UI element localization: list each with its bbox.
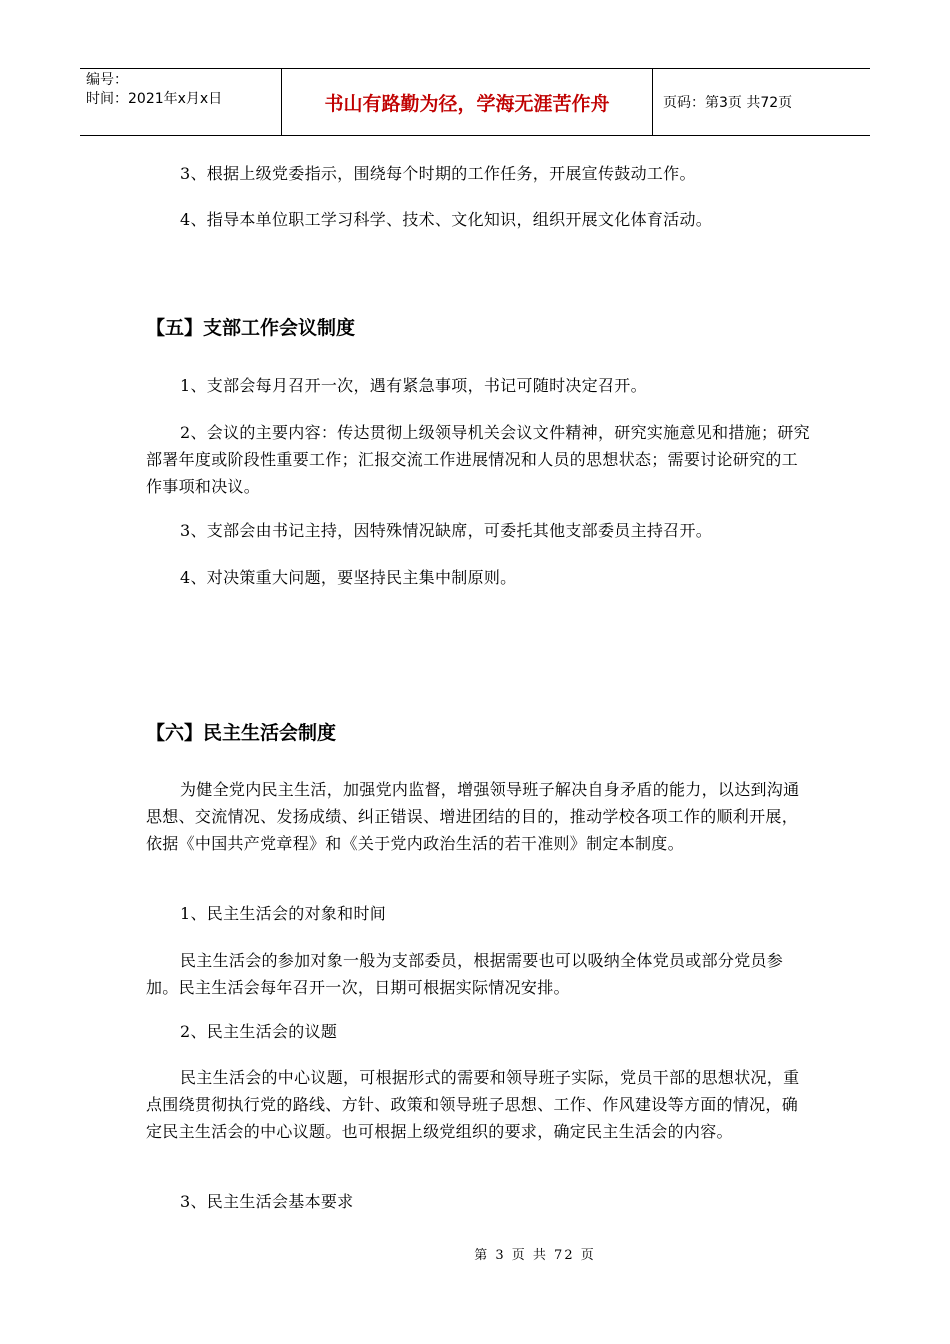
section-heading-six: 【六】民主生活会制度 xyxy=(146,722,337,744)
paragraph-item: 4、对决策重大问题，要坚持民主集中制原则。 xyxy=(180,568,517,587)
paragraph-item: 4、指导本单位职工学习科学、技术、文化知识，组织开展文化体育活动。 xyxy=(180,210,713,229)
header-number-label: 编号： xyxy=(86,72,128,88)
paragraph-item: 1、支部会每月召开一次，遇有紧急事项，书记可随时决定召开。 xyxy=(180,376,647,395)
section-heading-five: 【五】支部工作会议制度 xyxy=(146,317,356,339)
paragraph-body: 民主生活会的中心议题，可根据形式的需要和领导班子实际，党员干部的思想状况，重点围绕贯彻执行党的路线、方针、政策和领导班子思想、工作、作风建设等方面的情况，确定民主生活会的中心议题。也可根据上级党组织的要求，确定民主生活会的内容。 xyxy=(146,1068,800,1141)
paragraph-intro: 为健全党内民主生活，加强党内监督，增强领导班子解决自身矛盾的能力，以达到沟通思想、交流情况、发扬成绩、纠正错误、增进团结的目的，推动学校各项工作的顺利开展，依据《中国共产党章程》和《关于党内政治生活的若干准则》制定本制度。 xyxy=(146,780,800,853)
header-page-info: 页码：第3页 共72页 xyxy=(663,95,793,111)
page-footer xyxy=(0,1244,950,1263)
header-time-label: 时间：2021年x月x日 xyxy=(86,91,223,107)
subheading: 1、民主生活会的对象和时间 xyxy=(180,904,387,923)
header-meta xyxy=(80,69,282,135)
footer-page-number: 第 3 页 共 72 页 xyxy=(474,1248,596,1263)
paragraph-body: 民主生活会的参加对象一般为支部委员，根据需要也可以吸纳全体党员或部分党员参加。民主生活会每年召开一次，日期可根据实际情况安排。 xyxy=(146,951,784,997)
paragraph-item: 2、会议的主要内容：传达贯彻上级领导机关会议文件精神，研究实施意见和措施；研究部署年度或阶段性重要工作；汇报交流工作进展情况和人员的思想状态；需要讨论研究的工作事项和决议。 xyxy=(146,423,810,496)
page-header xyxy=(80,68,870,136)
paragraph-item: 3、根据上级党委指示，围绕每个时期的工作任务，开展宣传鼓动工作。 xyxy=(180,164,696,183)
subheading: 3、民主生活会基本要求 xyxy=(180,1192,354,1211)
subheading: 2、民主生活会的议题 xyxy=(180,1022,338,1041)
paragraph-item: 3、支部会由书记主持，因特殊情况缺席，可委托其他支部委员主持召开。 xyxy=(180,521,713,540)
header-motto: 书山有路勤为径，学海无涯苦作舟 xyxy=(282,69,653,135)
